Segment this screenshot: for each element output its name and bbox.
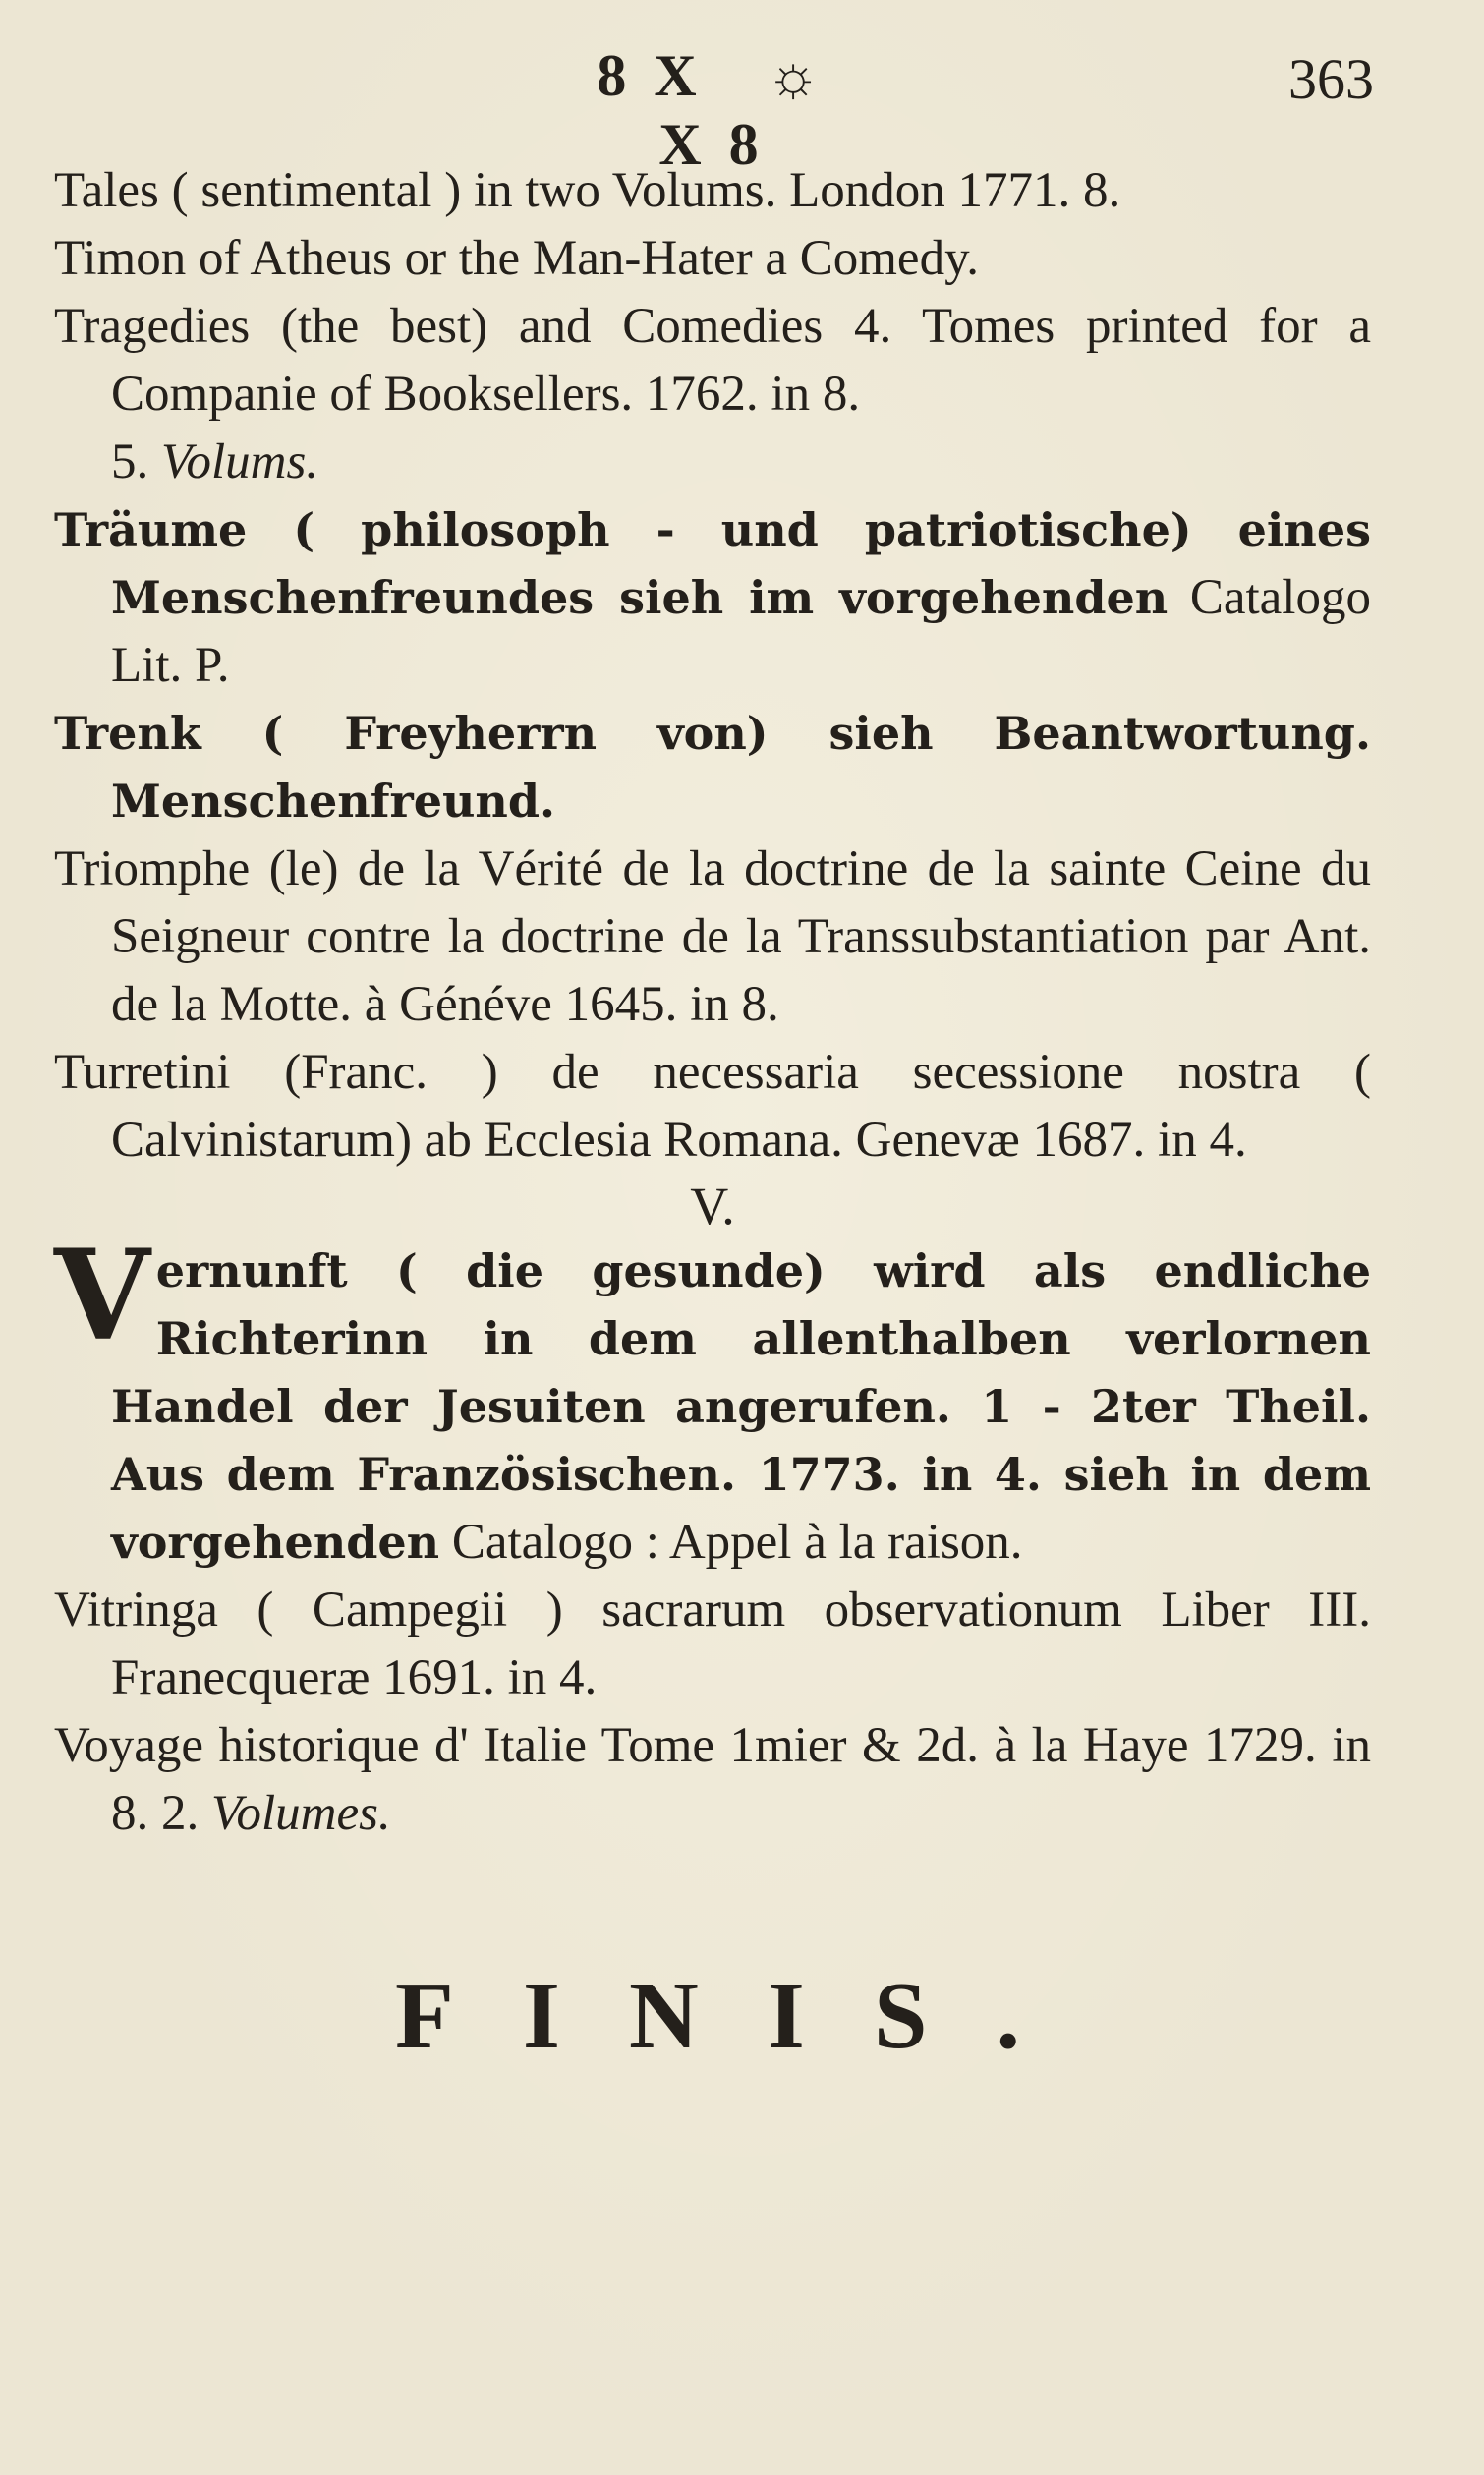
catalog-entry-vitringa: Vitringa ( Campegii ) sacrarum observationum Liber III. Franecqueræ 1691. in 4. xyxy=(54,1583,1371,1705)
section-heading-v: V. xyxy=(690,1177,735,1236)
catalog-entry-tales: Tales ( sentimental ) in two Volums. London 1771. 8. xyxy=(54,163,1121,218)
catalog-entry-vernunft: Vernunft ( die gesunde) wird als endliche Richterinn in dem allenthalben verlornen Handel der Jesuiten angerufen. 1 - 2ter Theil. Aus dem Französischen. 1773. in 4. sieh in dem vorgehenden Catalogo : Appel à la raison. xyxy=(54,1223,1371,1570)
catalog-entry-timon: Timon of Atheus or the Man-Hater a Comedy. xyxy=(54,231,980,286)
catalog-entries xyxy=(54,157,1371,1848)
page-number: 363 xyxy=(1288,47,1374,111)
catalog-entry-traume: Träume ( philosoph - und patriotische) eines Menschenfreundes sieh im vorgehenden Catalogo Lit. P. xyxy=(54,503,1371,693)
catalog-entry-turretini: Turretini (Franc. ) de necessaria secessione nostra ( Calvinistarum) ab Ecclesia Romana. Genevæ 1687. in 4. xyxy=(54,1045,1371,1168)
catalog-entry-trenk: Trenk ( Freyherrn von) sieh Beantwortung. Menschenfreund. xyxy=(54,707,1371,828)
finis-text: FINIS. xyxy=(395,1963,1089,2069)
catalog-entry-voyage: Voyage historique d' Italie Tome 1mier & 2d. à la Haye 1729. in 8. 2. Volumes. xyxy=(54,1718,1371,1841)
catalog-entry-triomphe: Triomphe (le) de la Vérité de la doctrine de la sainte Ceine du Seigneur contre la doctrine de la Transsubstantiation par Ant. de la Motte. à Généve 1645. in 8. xyxy=(54,841,1371,1032)
page-header xyxy=(0,41,1484,177)
catalog-entry-tragedies: Tragedies (the best) and Comedies 4. Tomes printed for a Companie of Booksellers. 1762. in 8. 5. Volums. xyxy=(54,299,1371,489)
header-ornament: 8X ☼ X8 xyxy=(597,43,848,177)
drop-cap: V xyxy=(54,1223,150,1368)
